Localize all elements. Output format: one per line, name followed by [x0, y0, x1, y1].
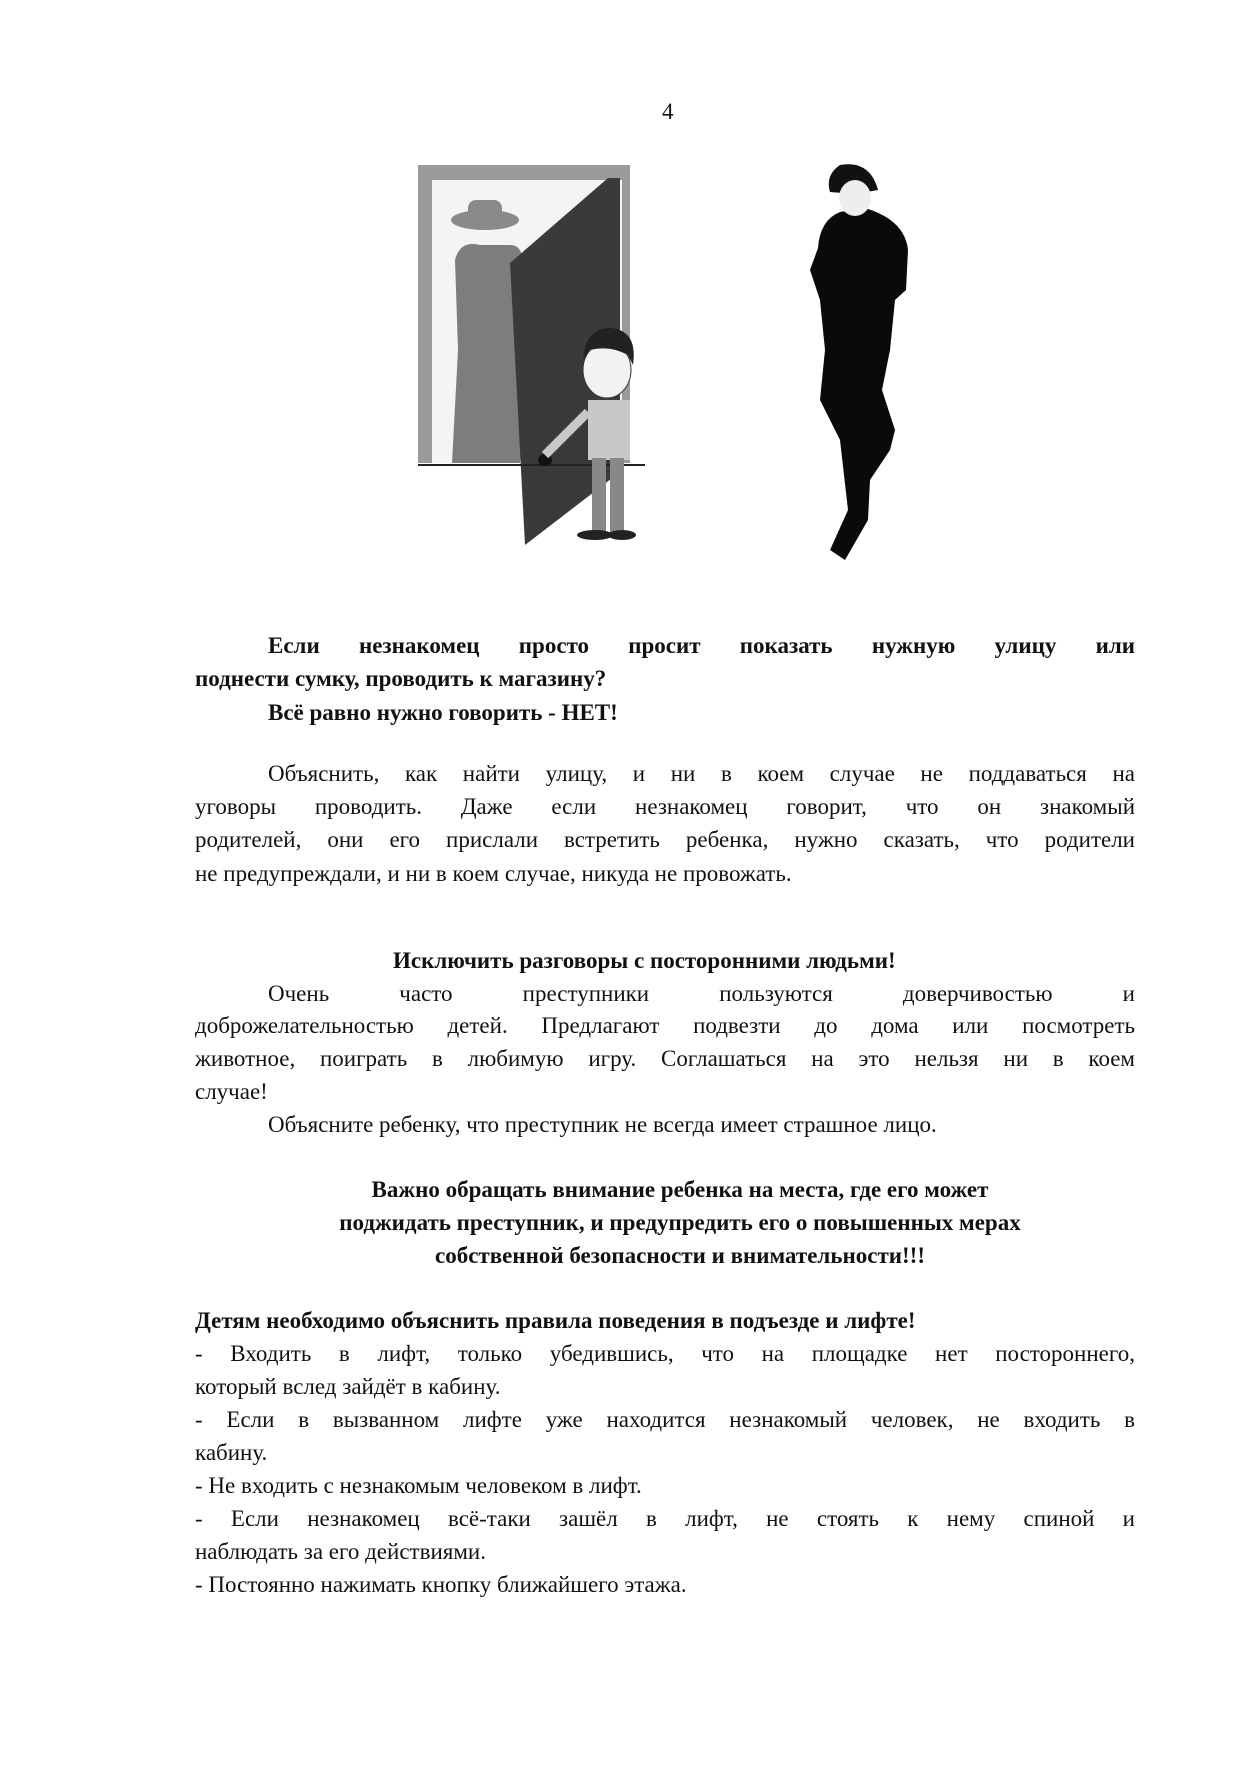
- section-heading: Исключить разговоры с посторонними людьми!: [393, 948, 896, 973]
- page-number: 4: [662, 99, 674, 124]
- list-line: - Если в вызванном лифте уже находится незнакомый человек, не входить в: [195, 1407, 1135, 1432]
- paragraph-line: уговоры проводить. Даже если незнакомец говорит, что он знакомый: [195, 794, 1135, 819]
- paragraph-line: животное, поиграть в любимую игру. Соглашаться на это нельзя ни в коем: [195, 1046, 1135, 1071]
- list-line: наблюдать за его действиями.: [195, 1539, 486, 1564]
- heading-line: Всё равно нужно говорить - НЕТ!: [268, 700, 618, 725]
- boy: [588, 400, 630, 460]
- emphasis-line: поджидать преступник, и предупредить его о повышенных мерах: [339, 1210, 1021, 1235]
- emphasis-line: собственной безопасности и внимательности!!!: [435, 1243, 925, 1268]
- heading-line: поднести сумку, проводить к магазину?: [195, 666, 607, 691]
- list-line: который вслед зайдёт в кабину.: [195, 1374, 501, 1399]
- list-line: кабину.: [195, 1440, 268, 1465]
- list-line: - Не входить с незнакомым человеком в лифт.: [195, 1473, 642, 1498]
- list-line: - Если незнакомец всё-таки зашёл в лифт, не стоять к нему спиной и: [195, 1506, 1135, 1531]
- paragraph-line: Очень часто преступники пользуются доверчивостью и: [268, 981, 1135, 1006]
- paragraph-line: Объяснить, как найти улицу, и ни в коем случае не поддаваться на: [268, 761, 1135, 786]
- illustration-stranger-at-door: [400, 150, 950, 580]
- paragraph-line: родителей, они его прислали встретить ребенка, нужно сказать, что родители: [195, 827, 1135, 852]
- paragraph-line: доброжелательностью детей. Предлагают подвезти до дома или посмотреть: [195, 1013, 1135, 1038]
- emphasis-line: Важно обращать внимание ребенка на места, где его может: [371, 1177, 989, 1202]
- list-line: - Входить в лифт, только убедившись, что на площадке нет постороннего,: [195, 1341, 1135, 1366]
- list-line: - Постоянно нажимать кнопку ближайшего этажа.: [195, 1572, 687, 1597]
- paragraph-line: случае!: [195, 1079, 268, 1104]
- paragraph-line: Объясните ребенку, что преступник не всегда имеет страшное лицо.: [268, 1112, 937, 1137]
- section-heading: Детям необходимо объяснить правила поведения в подъезде и лифте!: [195, 1308, 916, 1333]
- heading-line: Если незнакомец просто просит показать нужную улицу или: [268, 633, 1135, 658]
- paragraph-line: не предупреждали, и ни в коем случае, никуда не провожать.: [195, 861, 792, 886]
